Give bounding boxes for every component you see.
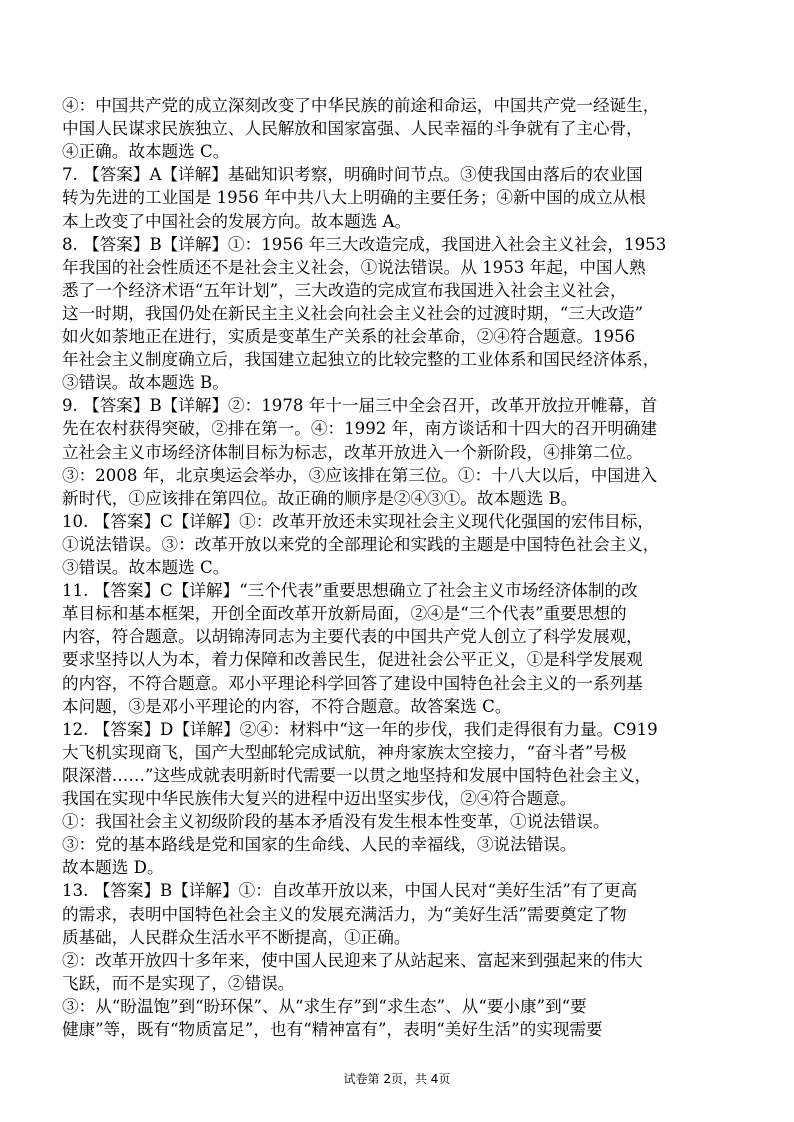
text-line: 中国人民谋求民族独立、人民解放和国家富强、人民幸福的斗争就有了主心骨， (62, 119, 643, 139)
text-line: 年我国的社会性质还不是社会主义社会，①说法错误。从 1953 年起，中国人熟 (62, 257, 646, 277)
text-line: 11. 【答案】C【详解】“三个代表”重要思想确立了社会主义市场经济体制的改 (62, 581, 638, 601)
text-line: 本上改变了中国社会的发展方向。故本题选 A。 (62, 211, 412, 231)
text-line: 悉了一个经济术语“五年计划”，三大改造的完成宣布我国进入社会主义社会， (62, 280, 627, 300)
text-line: 13. 【答案】B【详解】①：自改革开放以来，中国人民对“美好生活”有了更高 (62, 881, 638, 901)
text-line: 8. 【答案】B【详解】①：1956 年三大改造完成，我国进入社会主义社会，1953 (62, 234, 667, 254)
text-line: 飞跃，而不是实现了，②错误。 (62, 973, 295, 993)
text-line: 内容，符合题意。以胡锦涛同志为主要代表的中国共产党人创立了科学发展观， (62, 627, 643, 647)
text-line: ④：中国共产党的成立深刻改变了中华民族的前途和命运，中国共产党一经诞生， (62, 96, 660, 115)
text-line: 革目标和基本框架，开创全面改革开放新局面，②④是“三个代表”重要思想的 (62, 604, 627, 624)
text-line: 立社会主义市场经济体制目标为标志，改革开放进入一个新阶段，④排第二位。 (62, 442, 643, 462)
text-line: 7. 【答案】A【详解】基础知识考察，明确时间节点。③使我国由落后的农业国 (62, 165, 643, 185)
text-line: 先在农村获得突破，②排在第一。④：1992 年，南方谈话和十四大的召开明确建 (62, 419, 658, 439)
text-line: ③：党的基本路线是党和国家的生命线、人民的幸福线，③说法错误。 (62, 835, 577, 855)
text-line: 健康”等，既有“物质富足”，也有“精神富有”，表明“美好生活”的实现需要 (62, 1020, 603, 1039)
text-line: 我国在实现中华民族伟大复兴的进程中迈出坚实步伐，②④符合题意。 (62, 789, 577, 808)
text-line: ③：2008 年，北京奥运会举办，③应该排在第三位。①：十八大以后，中国进入 (62, 465, 658, 485)
text-line: ③：从“盼温饱”到“盼环保”、从“求生存”到“求生态”、从“要小康”到“要 (62, 996, 587, 1016)
text-line: 本问题，③是邓小平理论的内容，不符合题意。故答案选 C。 (62, 696, 512, 716)
text-line: 12. 【答案】D【详解】②④：材料中“这一年的步伐，我们走得很有力量。C919 (62, 719, 658, 739)
text-line: 如火如荼地正在进行，实质是变革生产关系的社会革命，②④符合题意。1956 (62, 327, 636, 346)
text-line: 10. 【答案】C【详解】①：改革开放还未实现社会主义现代化强国的宏伟目标， (62, 511, 654, 531)
text-line: 转为先进的工业国是 1956 年中共八大上明确的主要任务；④新中国的成立从根 (62, 188, 646, 208)
text-line: 的需求，表明中国特色社会主义的发展充满活力，为“美好生活”需要奠定了物 (62, 904, 627, 924)
text-line: 新时代，①应该排在第四位。故正确的顺序是②④③①。故本题选 B。 (62, 488, 578, 508)
text-line: ③错误。故本题选 B。 (62, 373, 229, 393)
text-line: 限深潜……”这些成就表明新时代需要一以贯之地坚持和发展中国特色社会主义， (62, 765, 652, 785)
text-line: ②：改革开放四十多年来，使中国人民迎来了从站起来、富起来到强起来的伟大 (62, 950, 643, 970)
text-line: 年社会主义制度确立后，我国建立起独立的比较完整的工业体系和国民经济体系， (62, 350, 660, 370)
text-line: ①：我国社会主义初级阶段的基本矛盾没有发生根本性变革，①说法错误。 (62, 812, 610, 832)
text-line: 9. 【答案】B【详解】②：1978 年十一届三中全会召开，改革开放拉开帷幕，首 (62, 396, 658, 416)
text-line: ①说法错误。③：改革开放以来党的全部理论和实践的主题是中国特色社会主义， (62, 534, 660, 554)
text-line: 的内容，不符合题意。邓小平理论科学回答了建设中国特色社会主义的一系列基 (62, 673, 643, 693)
text-line: ③错误。故本题选 C。 (62, 558, 230, 577)
text-line: 大飞机实现商飞，国产大型邮轮完成试航，神舟家族太空接力，“奋斗者”号极 (62, 742, 627, 762)
text-line: 要求坚持以人为本，着力保障和改善民生，促进社会公平正义，①是科学发展观 (62, 650, 643, 670)
text-line: ④正确。故本题选 C。 (62, 142, 230, 162)
page-footer: 试卷第 2页，共 4页 (343, 1072, 451, 1086)
text-line: 这一时期，我国仍处在新民主主义社会向社会主义社会的过渡时期，“三大改造” (62, 303, 644, 323)
text-line: 故本题选 D。 (62, 858, 164, 878)
text-line: 质基础，人民群众生活水平不断提高，①正确。 (62, 927, 411, 947)
